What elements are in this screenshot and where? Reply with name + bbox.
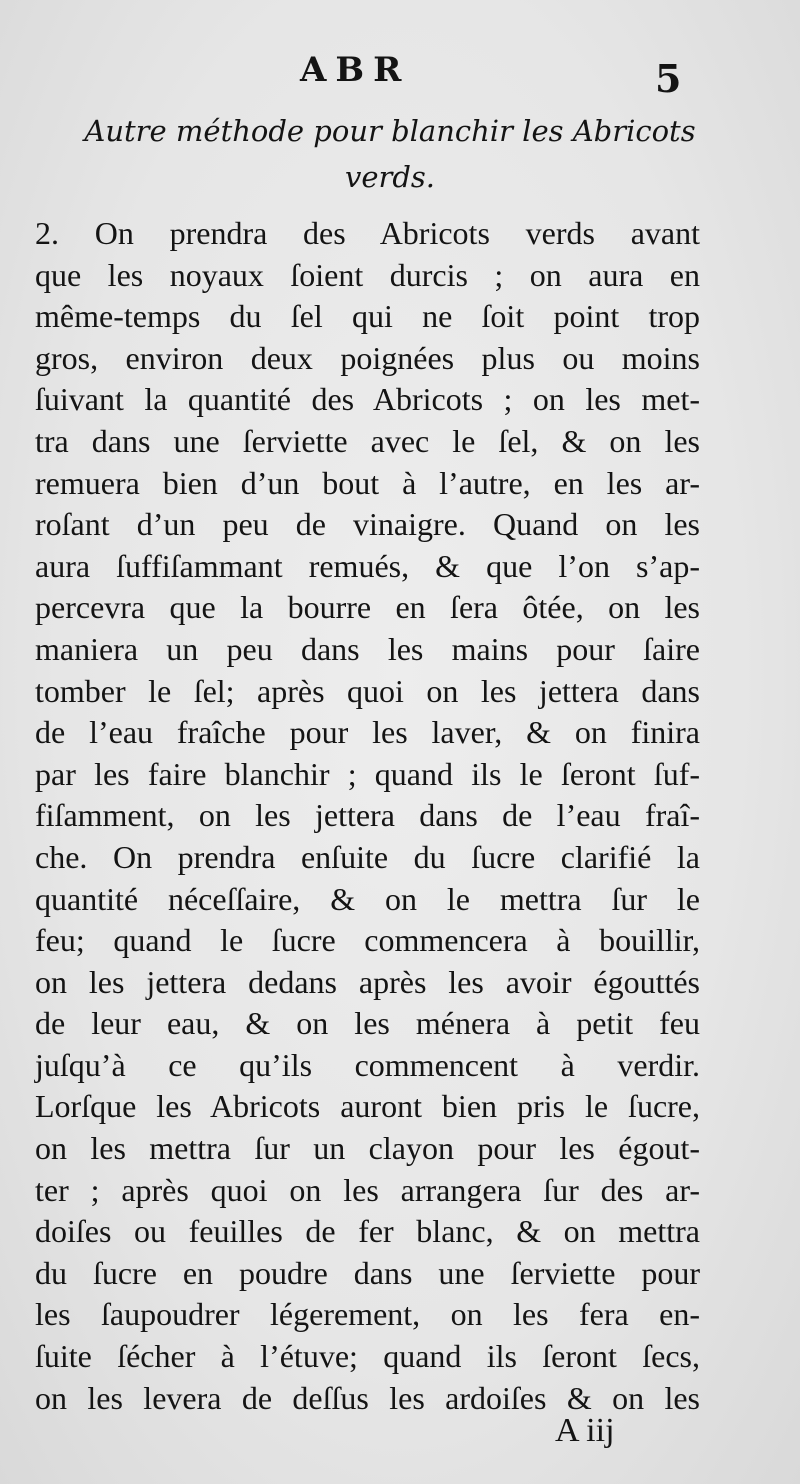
section-heading-line: verds.	[344, 160, 436, 194]
text-line: de leur eau, & on les ménera à petit feu	[35, 1005, 700, 1042]
text-line: les ſaupoudrer légerement, on les fera en-	[35, 1296, 700, 1333]
text-line: de l’eau fraîche pour les laver, & on finira	[35, 714, 700, 751]
text-line: que les noyaux ſoient durcis ; on aura en	[35, 256, 700, 293]
text-line: ſuivant la quantité des Abricots ; on les met-	[35, 381, 700, 418]
text-line: 2. On prendra des Abricots verds avant	[35, 215, 700, 251]
section-heading-line: Autre méthode pour blanchir les Abricots	[84, 114, 696, 148]
text-line: on les mettra ſur un clayon pour les égout-	[35, 1130, 700, 1167]
page-number: 5	[655, 56, 682, 101]
text-line: ſuite ſécher à l’étuve; quand ils ſeront ſecs,	[35, 1338, 700, 1375]
text-line: du ſucre en poudre dans une ſerviette pour	[35, 1254, 700, 1291]
text-line: maniera un peu dans les mains pour ſaire	[35, 630, 700, 667]
text-line: che. On prendra enſuite du ſucre clarifié la	[35, 838, 700, 875]
text-line: remuera bien d’un bout à l’autre, en les ar-	[35, 464, 700, 501]
text-line: doiſes ou feuilles de fer blanc, & on mettra	[35, 1213, 700, 1250]
text-line: gros, environ deux poignées plus ou moins	[35, 339, 700, 376]
running-head	[0, 50, 800, 100]
text-line: aura ſuffiſammant remués, & que l’on s’ap-	[35, 547, 700, 584]
text-line: juſqu’à ce qu’ils commencent à verdir.	[35, 1046, 700, 1083]
text-line: percevra que la bourre en ſera ôtée, on les	[35, 589, 700, 626]
text-line: fiſamment, on les jettera dans de l’eau fraî-	[35, 797, 700, 834]
text-line: même-temps du ſel qui ne ſoit point trop	[35, 298, 700, 335]
text-line: quantité néceſſaire, & on le mettra ſur le	[35, 880, 700, 917]
text-line: ter ; après quoi on les arrangera ſur des ar-	[35, 1171, 700, 1208]
text-line: roſant d’un peu de vinaigre. Quand on les	[35, 506, 700, 543]
text-line: Lorſque les Abricots auront bien pris le ſucre,	[35, 1088, 700, 1125]
text-line: par les faire blanchir ; quand ils le ſeront ſuf-	[35, 755, 700, 792]
body-text	[35, 213, 700, 1419]
text-line: feu; quand le ſucre commencera à bouillir,	[35, 922, 700, 959]
text-line: on les levera de deſſus les ardoiſes & on les	[35, 1379, 700, 1416]
running-title: ABR	[300, 50, 411, 90]
text-line: on les jettera dedans après les avoir égouttés	[35, 963, 700, 1000]
signature-mark: A iij	[555, 1412, 615, 1449]
section-heading	[30, 108, 750, 200]
text-line: tomber le ſel; après quoi on les jettera dans	[35, 672, 700, 709]
text-line: tra dans une ſerviette avec le ſel, & on les	[35, 422, 700, 459]
